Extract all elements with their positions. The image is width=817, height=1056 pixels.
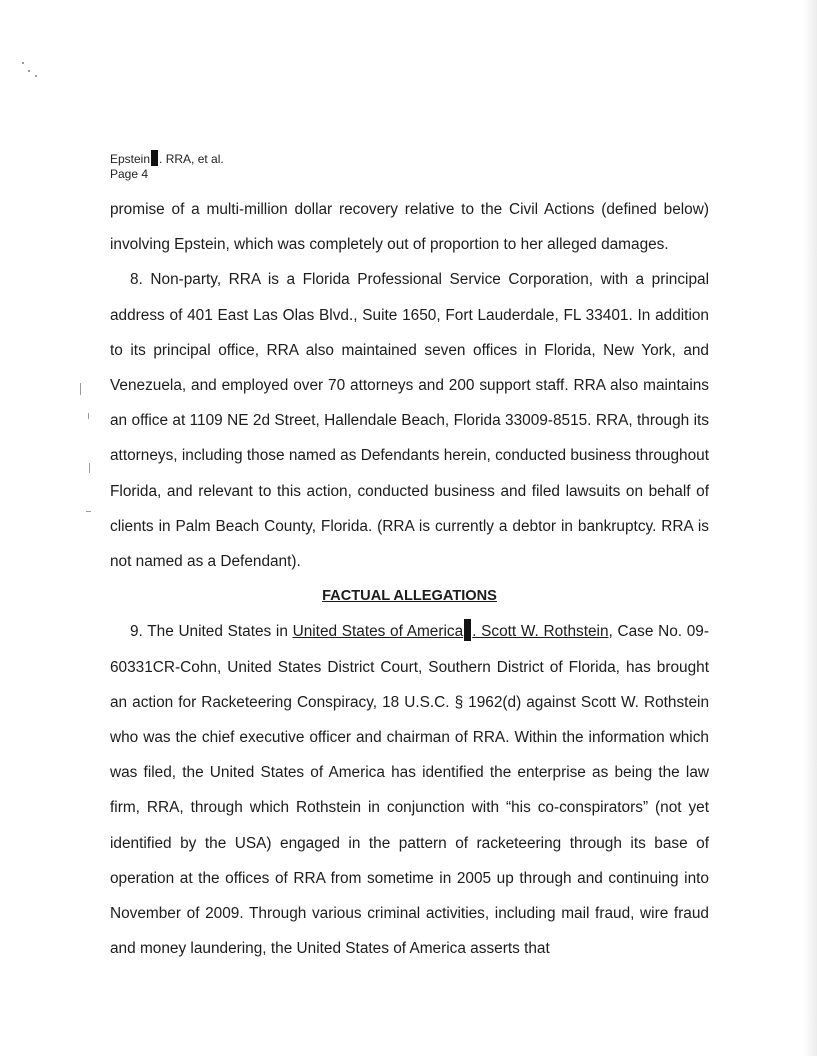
caption-party: Epstein <box>110 152 151 166</box>
paragraph-9 <box>110 614 709 966</box>
scan-speck <box>35 75 37 77</box>
scan-speck <box>86 511 91 512</box>
scan-speck <box>22 62 24 64</box>
redaction-bar <box>464 619 471 641</box>
case-name-part-b: . Scott W. Rothstein <box>472 623 609 641</box>
page-edge-shadow <box>803 0 817 1056</box>
page-header <box>110 150 224 182</box>
scan-speck <box>80 383 81 395</box>
redaction-bar <box>151 150 158 166</box>
paragraph-9-rest: , Case No. 09-60331CR-Cohn, United States District Court, Southern District of Florida, has brought an action for Racketeering Conspiracy, 18 U.S.C. § 1962(d) against Scott W. Rothstein who was the chief executive officer and chairman of RRA. Within the information which was filed, the United States of America has identified the enterprise as being the law firm, RRA, through which Rothstein in conjunction with “his co-conspirators” (not yet identified by the USA) engaged in the pattern of racketeering through its base of operation at the offices of RRA from sometime in 2005 up through and continuing into November of 2009. Through various criminal activities, including mail fraud, wire fraud and money laundering, the United States of America asserts that <box>110 623 709 958</box>
scan-speck <box>89 463 90 473</box>
paragraph-9-intro: 9. The United States in <box>130 623 293 641</box>
page-number: Page 4 <box>110 167 149 181</box>
section-heading: FACTUAL ALLEGATIONS <box>322 588 497 605</box>
document-body <box>110 192 709 966</box>
scan-speck <box>28 70 30 72</box>
paragraph-continuation: promise of a multi-million dollar recovery relative to the Civil Actions (defined below) involving Epstein, which was completely out of proportion to her alleged damages. <box>110 201 709 254</box>
case-name-part-a: United States of America <box>292 623 464 641</box>
scan-speck <box>88 413 89 419</box>
caption-rest: . RRA, et al. <box>159 152 224 166</box>
case-caption <box>110 150 224 167</box>
paragraph-8: 8. Non-party, RRA is a Florida Professional Service Corporation, with a principal address of 401 East Las Olas Blvd., Suite 1650, Fort Lauderdale, FL 33401. In addition to its principal office, RRA also maintained seven offices in Florida, New York, and Venezuela, and employed over 70 attorneys and 200 support staff. RRA also maintains an office at 1109 NE 2d Street, Hallendale Beach, Florida 33009-8515. RRA, through its attorneys, including those named as Defendants herein, conducted business throughout Florida, and relevant to this action, conducted business and filed lawsuits on behalf of clients in Palm Beach County, Florida. (RRA is currently a debtor in bankruptcy. RRA is not named as a Defendant). <box>110 271 709 571</box>
